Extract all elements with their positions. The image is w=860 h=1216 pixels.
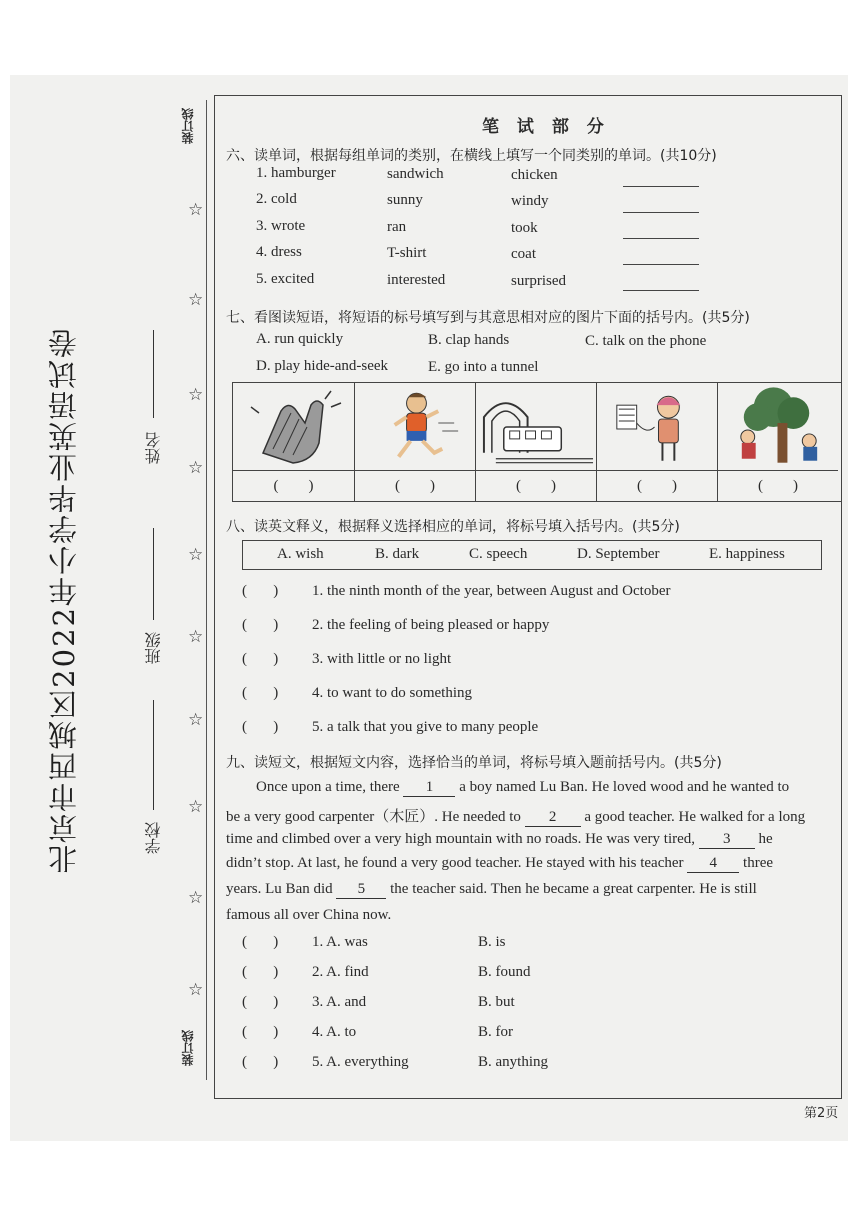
star-icon: ☆ xyxy=(188,980,204,999)
name-label: 姓名 xyxy=(143,432,163,464)
s8-answer-paren[interactable]: ( ) xyxy=(242,583,279,599)
s7-option: B. clap hands xyxy=(428,332,510,348)
class-blank[interactable] xyxy=(153,528,154,620)
section-8-heading: 八、读英文释义，根据释义选择相应的单词，将标号填入括号内。(共5分) xyxy=(226,519,680,535)
picture-cell xyxy=(596,383,717,501)
s9-choice-a: 5. A. everything xyxy=(312,1054,409,1070)
s6-word: 5. excited xyxy=(256,271,315,287)
picture-answer-paren[interactable]: ( ) xyxy=(233,470,354,502)
picture-cell xyxy=(475,383,596,501)
s6-word: coat xyxy=(511,246,536,262)
s6-word: 3. wrote xyxy=(256,218,306,234)
s6-word: 1. hamburger xyxy=(256,165,336,181)
s7-option: A. run quickly xyxy=(256,331,344,347)
passage-blank[interactable]: 5 xyxy=(336,881,386,899)
s9-choice-a: 1. A. was xyxy=(312,934,368,950)
star-icon: ☆ xyxy=(188,797,204,816)
star-icon: ☆ xyxy=(188,290,204,309)
word-bank-option: A. wish xyxy=(277,546,324,562)
s8-definition: 1. the ninth month of the year, between August and October xyxy=(312,583,671,599)
star-icon: ☆ xyxy=(188,458,204,477)
s8-answer-paren[interactable]: ( ) xyxy=(242,685,279,701)
s6-word: surprised xyxy=(511,273,566,289)
kids-hiding-tree-icon xyxy=(718,383,838,470)
s6-answer-blank[interactable] xyxy=(623,186,699,187)
class-field xyxy=(138,528,168,664)
binding-line-label-top: 装订线 xyxy=(181,108,195,144)
s8-answer-paren[interactable]: ( ) xyxy=(242,719,279,735)
s9-choice-b: B. for xyxy=(478,1024,513,1040)
name-field-group xyxy=(138,330,168,464)
school-label: 学校 xyxy=(143,822,163,854)
section-6-heading: 六、读单词，根据每组单词的类别，在横线上填写一个同类别的单词。(共10分) xyxy=(226,148,717,164)
girl-phone-icon xyxy=(597,383,717,470)
word-bank-option: E. happiness xyxy=(709,546,785,562)
s8-definition: 5. a talk that you give to many people xyxy=(312,719,539,735)
s8-answer-paren[interactable]: ( ) xyxy=(242,617,279,633)
passage-line: be a very good carpenter（木匠）. He needed to 2 a good teacher. He walked for a long xyxy=(226,809,806,825)
s6-word: windy xyxy=(511,193,549,209)
school-blank[interactable] xyxy=(153,700,154,810)
word-bank-box xyxy=(242,540,822,570)
s6-word: took xyxy=(511,220,538,236)
s7-option: E. go into a tunnel xyxy=(428,359,539,375)
s6-answer-blank[interactable] xyxy=(623,212,699,213)
star-icon: ☆ xyxy=(188,385,204,404)
passage-line: famous all over China now. xyxy=(226,907,392,923)
s9-choice-a: 4. A. to xyxy=(312,1024,357,1040)
s9-answer-paren[interactable]: ( ) xyxy=(242,1024,279,1040)
passage-line: years. Lu Ban did 5 the teacher said. Then he became a great carpenter. He is still xyxy=(226,881,757,897)
passage-blank[interactable]: 2 xyxy=(525,809,581,827)
s6-word: T-shirt xyxy=(387,245,427,261)
s6-word: 4. dress xyxy=(256,244,302,260)
star-icon: ☆ xyxy=(188,888,204,907)
picture-answer-paren[interactable]: ( ) xyxy=(718,470,838,502)
picture-answer-paren[interactable]: ( ) xyxy=(597,470,717,502)
s9-choice-b: B. is xyxy=(478,934,506,950)
section-9-heading: 九、读短文，根据短文内容，选择恰当的单词，将标号填入题前括号内。(共5分) xyxy=(226,755,722,771)
word-bank-option: B. dark xyxy=(375,546,420,562)
picture-answer-paren[interactable]: ( ) xyxy=(355,470,475,502)
boy-running-icon xyxy=(355,383,475,470)
s6-answer-blank[interactable] xyxy=(623,238,699,239)
binding-line-label-bottom: 装订线 xyxy=(181,1030,195,1066)
star-icon: ☆ xyxy=(188,627,204,646)
passage-blank[interactable]: 1 xyxy=(403,779,455,797)
binding-line xyxy=(206,100,207,1080)
passage-line: Once upon a time, there 1 a boy named Lu Ban. He loved wood and he wanted to xyxy=(256,779,790,795)
page-number: 第2页 xyxy=(804,1106,839,1121)
school-field xyxy=(138,700,168,854)
s9-choice-a: 3. A. and xyxy=(312,994,367,1010)
s7-option: C. talk on the phone xyxy=(585,333,707,349)
s6-word: chicken xyxy=(511,167,558,183)
s9-choice-b: B. found xyxy=(478,964,531,980)
clapping-hands-icon xyxy=(233,383,354,470)
s9-choice-b: B. anything xyxy=(478,1054,548,1070)
picture-cell xyxy=(354,383,475,501)
picture-cell xyxy=(717,383,838,501)
s6-word: ran xyxy=(387,219,407,235)
s7-option: D. play hide-and-seek xyxy=(256,358,389,374)
word-bank-option: D. September xyxy=(577,546,660,562)
s6-word: sandwich xyxy=(387,166,444,182)
s8-answer-paren[interactable]: ( ) xyxy=(242,651,279,667)
exam-title-vertical: 北京市西城区2022年小学毕业英语试卷 xyxy=(46,326,81,874)
star-icon: ☆ xyxy=(188,200,204,219)
s8-definition: 3. with little or no light xyxy=(312,651,452,667)
s6-word: interested xyxy=(387,272,446,288)
class-label: 班级 xyxy=(143,632,163,664)
passage-blank[interactable]: 3 xyxy=(699,831,755,849)
s9-choice-b: B. but xyxy=(478,994,515,1010)
star-icon: ☆ xyxy=(188,710,204,729)
name-blank[interactable] xyxy=(153,330,154,418)
s8-definition: 4. to want to do something xyxy=(312,685,472,701)
star-icon: ☆ xyxy=(188,545,204,564)
picture-cell xyxy=(233,383,354,501)
page-title: 笔 试 部 分 xyxy=(482,117,610,137)
train-tunnel-icon xyxy=(476,383,596,470)
picture-table xyxy=(232,382,842,502)
s6-answer-blank[interactable] xyxy=(623,290,699,291)
passage-line: didn’t stop. At last, he found a very good teacher. He stayed with his teacher 4 three xyxy=(226,855,774,871)
s9-answer-paren[interactable]: ( ) xyxy=(242,1054,279,1070)
s9-choice-a: 2. A. find xyxy=(312,964,369,980)
picture-answer-paren[interactable]: ( ) xyxy=(476,470,596,502)
s9-answer-paren[interactable]: ( ) xyxy=(242,994,279,1010)
section-7-heading: 七、看图读短语，将短语的标号填写到与其意思相对应的图片下面的括号内。(共5分) xyxy=(226,310,750,326)
s9-answer-paren[interactable]: ( ) xyxy=(242,934,279,950)
passage-line: time and climbed over a very high mountain with no roads. He was very tired, 3 he xyxy=(226,831,773,847)
passage-blank[interactable]: 4 xyxy=(687,855,739,873)
s6-answer-blank[interactable] xyxy=(623,264,699,265)
s6-word: 2. cold xyxy=(256,191,297,207)
s8-definition: 2. the feeling of being pleased or happy xyxy=(312,617,550,633)
s9-answer-paren[interactable]: ( ) xyxy=(242,964,279,980)
s6-word: sunny xyxy=(387,192,423,208)
word-bank-option: C. speech xyxy=(469,546,528,562)
